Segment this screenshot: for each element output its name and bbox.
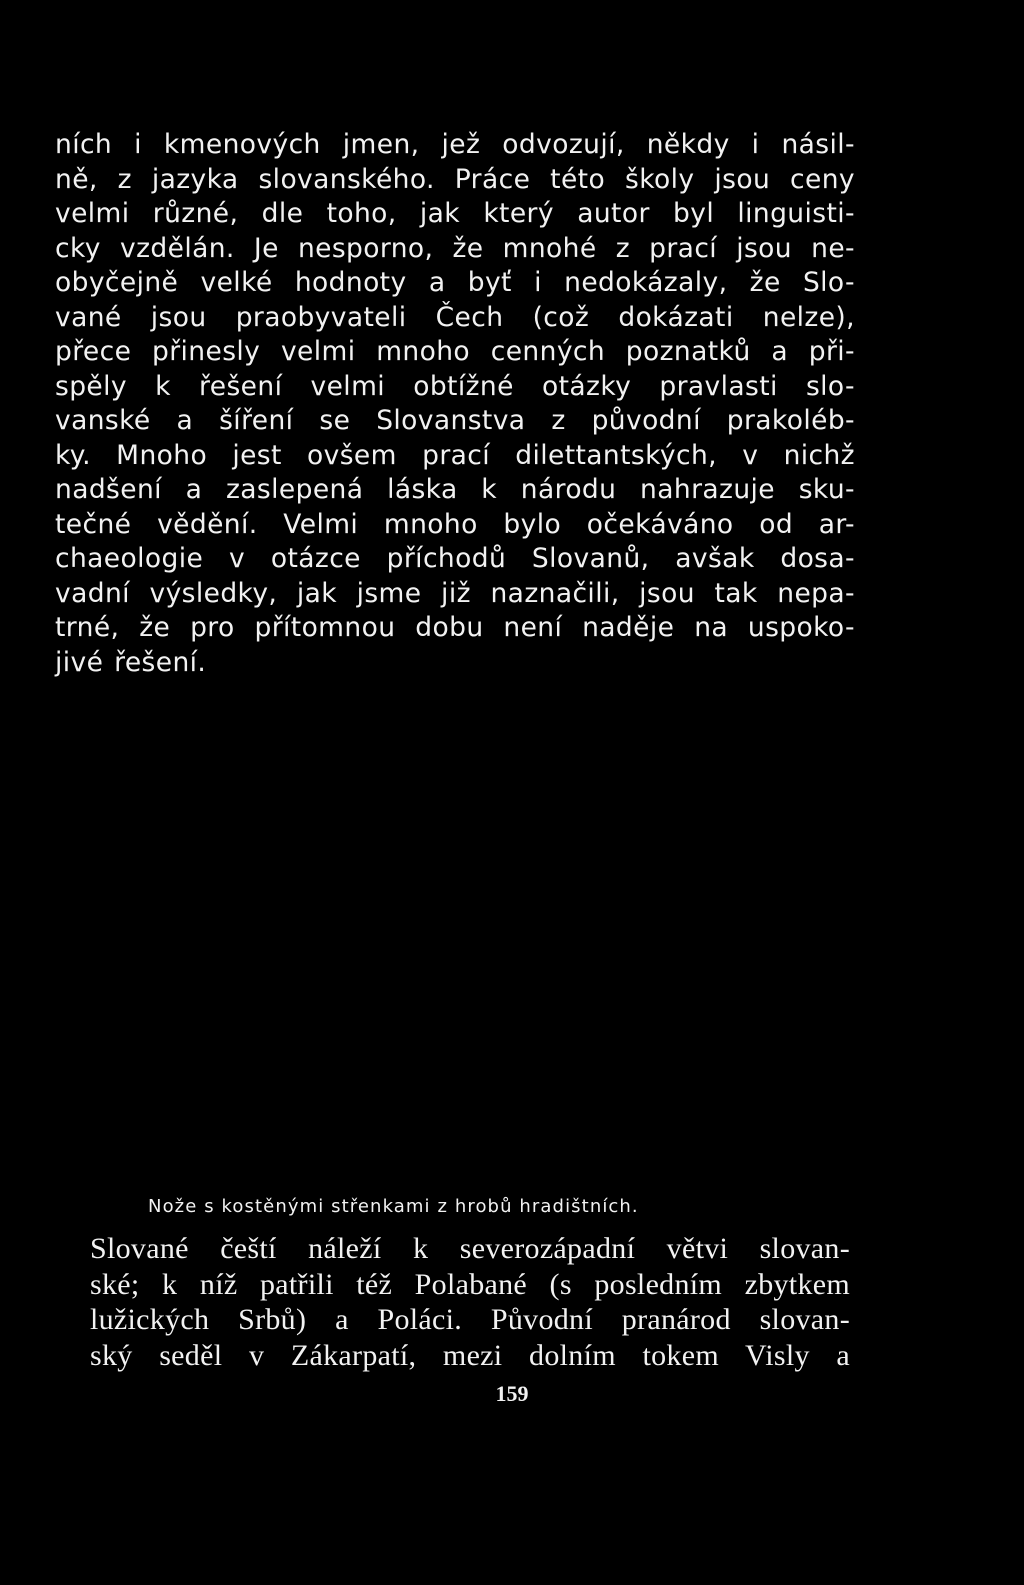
text-line: ský seděl v Zákarpatí, mezi dolním tokem Visly a bbox=[90, 1338, 850, 1372]
text-line: vadní výsledky, jak jsme již naznačili, jsou tak nepa- bbox=[55, 577, 855, 609]
text-line: obyčejně velké hodnoty a byť i nedokázaly, že Slo- bbox=[55, 267, 855, 298]
page-number: 159 bbox=[495, 1381, 529, 1406]
text-line: vanské a šíření se Slovanstva z původní prakoléb- bbox=[55, 405, 855, 436]
text-line: ky. Mnoho jest ovšem prací dilettantských, v nichž bbox=[55, 439, 855, 471]
text-line: tečné vědění. Velmi mnoho bylo očekáváno od ar- bbox=[55, 508, 855, 540]
text-line: lužických Srbů) a Poláci. Původní pranárod slovan- bbox=[90, 1303, 850, 1336]
figure-caption: Nože s kostěnými střenkami z hrobů hradištních. bbox=[148, 1196, 639, 1217]
text-line: chaeologie v otázce příchodů Slovanů, avšak dosa- bbox=[55, 543, 855, 574]
text-line: trné, že pro přítomnou dobu není naděje na uspoko- bbox=[55, 612, 855, 643]
illustration-area bbox=[55, 700, 855, 1170]
text-line: ně, z jazyka slovanského. Práce této školy jsou ceny bbox=[55, 163, 855, 195]
text-line: ních i kmenových jmen, jež odvozují, někdy i násil- bbox=[55, 129, 855, 160]
text-line: Slované čeští náleží k severozápadní větvi slovan- bbox=[90, 1232, 850, 1265]
text-line: spěly k řešení velmi obtížné otázky pravlasti slo- bbox=[55, 370, 855, 402]
text-line: velmi různé, dle toho, jak který autor byl linguisti- bbox=[55, 198, 855, 229]
text-line: nadšení a zaslepená láska k národu nahrazuje sku- bbox=[55, 474, 855, 505]
text-line: jivé řešení. bbox=[55, 646, 207, 678]
text-line: vané jsou praobyvateli Čech (což dokázati nelze), bbox=[55, 301, 855, 333]
upper-paragraph bbox=[55, 128, 855, 680]
lower-paragraph bbox=[90, 1231, 850, 1373]
text-line: přece přinesly velmi mnoho cenných poznatků a při- bbox=[55, 336, 855, 367]
text-line: cky vzdělán. Je nesporno, že mnohé z prací jsou ne- bbox=[55, 232, 855, 264]
text-line: ské; k níž patřili též Polabané (s posledním zbytkem bbox=[90, 1267, 850, 1301]
